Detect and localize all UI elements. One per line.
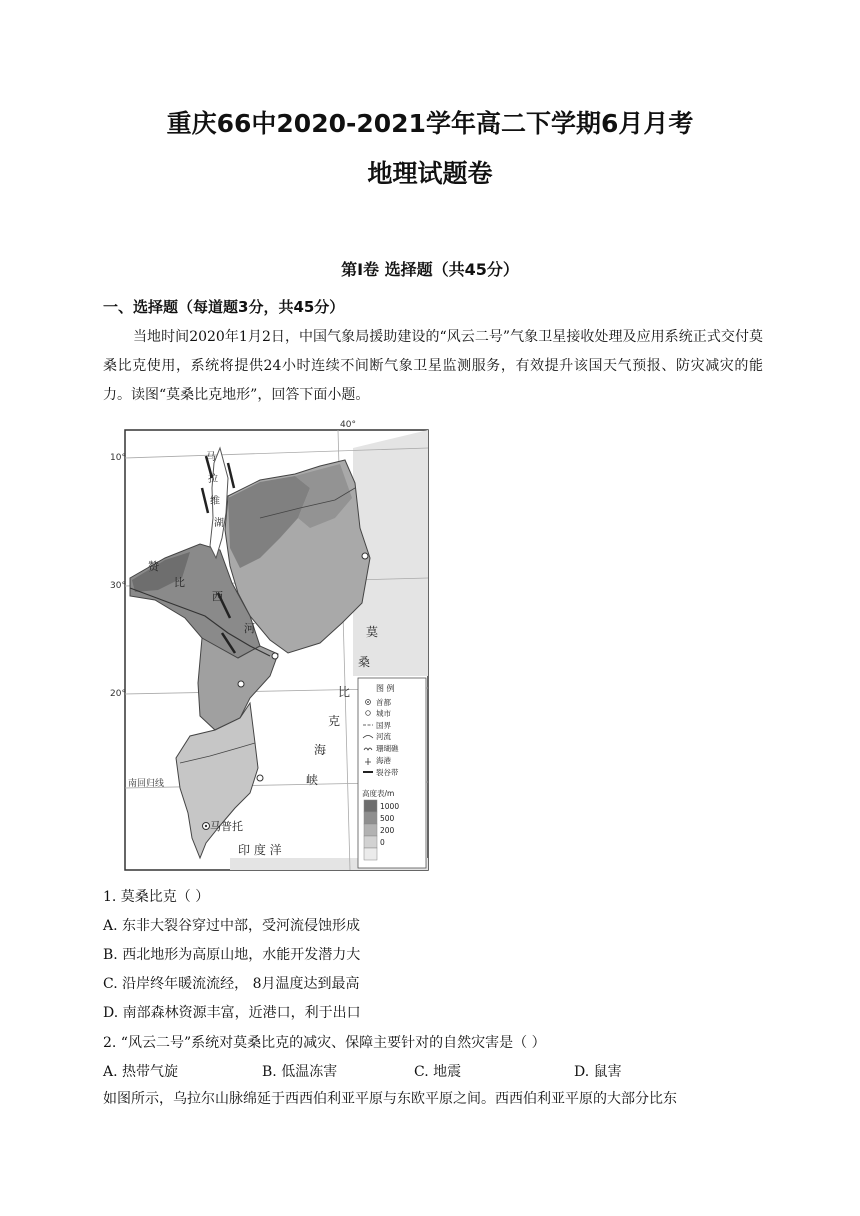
lon-label: 40°	[340, 420, 356, 430]
lake-label-3: 维	[210, 496, 220, 507]
question-1-option-c[interactable]: C. 沿岸终年暖流流经， 8月温度达到最高	[103, 976, 360, 992]
country-label-3: 比	[338, 685, 351, 699]
legend-item: 珊瑚礁	[376, 744, 399, 753]
elev-value: 200	[380, 826, 395, 835]
question-2-stem: 2. “风云二号”系统对莫桑比克的减灾、保障主要针对的自然灾害是（ ）	[103, 1035, 546, 1051]
river-label-1: 赞	[148, 560, 159, 573]
legend-title: 图 例	[376, 684, 395, 693]
river-label-4: 河	[244, 622, 255, 635]
capital-label: 马普托	[210, 820, 243, 833]
capital-dot	[205, 825, 207, 827]
country-label-4: 克	[328, 714, 341, 728]
elev-value: 1000	[380, 802, 400, 811]
city-dot	[238, 681, 244, 687]
legend-item: 城市	[376, 709, 391, 718]
question-1-stem: 1. 莫桑比克（ ）	[103, 889, 210, 905]
elev-value: 500	[380, 814, 395, 823]
question-1-option-d[interactable]: D. 南部森林资源丰富，近港口，利于出口	[103, 1005, 361, 1021]
question-2-option-d[interactable]: D. 鼠害	[574, 1064, 622, 1080]
legend-item: 裂谷带	[376, 768, 399, 777]
lat-label-30: 30°	[110, 581, 126, 591]
country-label-1: 莫	[366, 625, 379, 639]
country-label-2: 桑	[358, 655, 371, 669]
part-heading: 一、选择题（每道题3分，共45分）	[103, 298, 345, 316]
mozambique-terrain-map	[110, 418, 435, 873]
country-label-6: 峡	[306, 773, 319, 787]
country-label-5: 海	[314, 743, 327, 757]
elev-swatch	[364, 836, 377, 848]
city-dot	[272, 653, 278, 659]
question-2-option-a[interactable]: A. 热带气旋	[103, 1064, 179, 1080]
lat-label-20: 20°	[110, 689, 126, 699]
elev-value: 0	[380, 838, 385, 847]
lat-label-10: 10°	[110, 453, 126, 463]
exam-title: 重庆66中2020-2021学年高二下学期6月月考	[166, 109, 694, 138]
legend-item: 国界	[376, 721, 391, 730]
lake-label-4: 湖	[214, 518, 224, 529]
question-2-option-c[interactable]: C. 地震	[414, 1064, 462, 1080]
river-label-3: 西	[212, 590, 223, 603]
river-label-2: 比	[174, 576, 185, 589]
map-legend	[358, 678, 426, 868]
question-1-option-a[interactable]: A. 东非大裂谷穿过中部，受河流侵蚀形成	[103, 918, 361, 934]
section-title: 第Ⅰ卷 选择题（共45分）	[341, 260, 519, 279]
legend-item: 海港	[376, 756, 391, 765]
city-dot	[362, 553, 368, 559]
ocean-label: 印 度 洋	[238, 843, 282, 857]
lake-label-1: 马	[206, 452, 216, 463]
lake-label-2: 拉	[208, 474, 218, 485]
question-1-option-b[interactable]: B. 西北地形为高原山地，水能开发潜力大	[103, 947, 361, 963]
next-paragraph: 如图所示，乌拉尔山脉绵延于西西伯利亚平原与东欧平原之间。西西伯利亚平原的大部分比东	[103, 1091, 677, 1107]
elev-swatch	[364, 800, 377, 812]
elev-swatch	[364, 812, 377, 824]
intro-paragraph: 当地时间2020年1月2日，中国气象局援助建设的“风云二号”气象卫星接收处理及应用系统正式交付莫桑比克使用，系统将提供24小时连续不间断气象卫星监测服务，有效提升该国天气预报、防灾减灾的能力。读图“莫桑比克地形”，回答下面小题。	[103, 329, 763, 403]
tropic-label: 南回归线	[128, 779, 165, 789]
legend-elev-title: 高度表/m	[362, 789, 395, 798]
elev-swatch	[364, 848, 377, 860]
question-2-option-b[interactable]: B. 低温冻害	[262, 1064, 338, 1080]
elev-swatch	[364, 824, 377, 836]
legend-item: 首都	[376, 698, 391, 707]
city-dot	[257, 775, 263, 781]
legend-city-icon	[366, 711, 371, 716]
legend-item: 河流	[376, 732, 391, 741]
exam-subtitle: 地理试题卷	[367, 159, 493, 188]
legend-elevation-ramp	[364, 800, 377, 860]
